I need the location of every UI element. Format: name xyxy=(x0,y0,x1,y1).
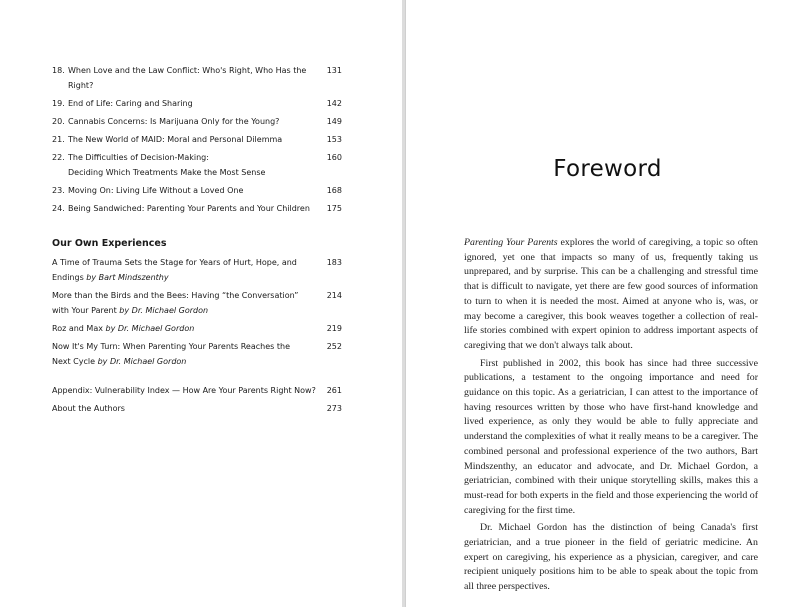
toc-entry-22[interactable] xyxy=(52,150,342,180)
toc-page-number: 214 xyxy=(326,291,342,300)
toc-number: 24. xyxy=(52,204,65,213)
toc-title: When Love and the Law Conflict: Who's Right, Who Has the Right? xyxy=(68,66,307,90)
toc-experience-4[interactable] xyxy=(52,339,342,369)
toc-page-number: 261 xyxy=(326,386,342,395)
toc-entry-23[interactable] xyxy=(52,183,342,198)
toc-page-number: 252 xyxy=(326,342,342,351)
toc-title: The New World of MAID: Moral and Personal Dilemma xyxy=(68,135,283,144)
experience-title: A Time of Trauma Sets the Stage for Years of Hurt, Hope, and Endings xyxy=(52,258,297,282)
toc-entry-24[interactable] xyxy=(52,201,342,216)
toc-page-number: 168 xyxy=(326,186,342,195)
toc-title: Being Sandwiched: Parenting Your Parents and Your Children xyxy=(68,204,310,213)
foreword-body xyxy=(464,236,758,598)
foreword-paragraph-1 xyxy=(464,236,758,354)
toc-about-the-authors[interactable] xyxy=(52,401,342,416)
book-title-italic: Parenting Your Parents xyxy=(464,237,558,248)
toc-page-number: 142 xyxy=(326,99,342,108)
toc-experience-2[interactable] xyxy=(52,288,342,318)
toc-number: 22. xyxy=(52,153,65,162)
toc-appendix[interactable] xyxy=(52,383,342,398)
experience-author: by Dr. Michael Gordon xyxy=(97,357,187,366)
toc-title xyxy=(52,339,320,369)
toc-page-number: 183 xyxy=(326,258,342,267)
table-of-contents xyxy=(52,63,342,416)
toc-page-number: 219 xyxy=(326,324,342,333)
toc-title-line-2: Deciding Which Treatments Make the Most Sense xyxy=(68,168,266,177)
toc-title: About the Authors xyxy=(52,404,125,413)
toc-experience-1[interactable] xyxy=(52,255,342,285)
toc-page-number: 273 xyxy=(326,404,342,413)
toc-number: 20. xyxy=(52,117,65,126)
toc-title xyxy=(68,150,320,180)
toc-number: 21. xyxy=(52,135,65,144)
toc-entry-18[interactable] xyxy=(52,63,342,93)
toc-back-matter xyxy=(52,383,342,416)
toc-title: End of Life: Caring and Sharing xyxy=(68,99,193,108)
toc-title xyxy=(52,288,320,318)
toc-page-number: 131 xyxy=(326,66,342,75)
experience-title: Now It's My Turn: When Parenting Your Parents Reaches the Next Cycle xyxy=(52,342,290,366)
toc-page-number: 149 xyxy=(326,117,342,126)
toc-title: Moving On: Living Life Without a Loved One xyxy=(68,186,244,195)
foreword-title: Foreword xyxy=(553,156,662,182)
toc-title-line-1: The Difficulties of Decision-Making: xyxy=(68,153,209,162)
experience-title: Roz and Max xyxy=(52,324,103,333)
toc-page-number: 160 xyxy=(326,153,342,162)
toc-number: 19. xyxy=(52,99,65,108)
toc-title: Appendix: Vulnerability Index — How Are Your Parents Right Now? xyxy=(52,386,316,395)
toc-number: 23. xyxy=(52,186,65,195)
toc-title: Cannabis Concerns: Is Marijuana Only for the Young? xyxy=(68,117,280,126)
experience-author: by Dr. Michael Gordon xyxy=(105,324,195,333)
experience-author: by Dr. Michael Gordon xyxy=(119,306,209,315)
toc-title xyxy=(52,321,320,336)
toc-page-number: 153 xyxy=(326,135,342,144)
section-heading-our-own-experiences: Our Own Experiences xyxy=(52,238,167,249)
toc-entry-21[interactable] xyxy=(52,132,342,147)
foreword-paragraph-3: Dr. Michael Gordon has the distinction of being Canada's first geriatrician, and a true pioneer in the field of geriatric medicine. An expert on caregiving, his experience as a physician, caregiver, and care recipient uniquely positions him to be able to speak about the topic from all three perspectives. xyxy=(464,522,758,593)
toc-entry-20[interactable] xyxy=(52,114,342,129)
toc-experience-3[interactable] xyxy=(52,321,342,336)
foreword-paragraph-2: First published in 2002, this book has since had three successive publications, a testament to the ongoing importance and need for guidance on this topic. As a geriatrician, I can attest to the importance of having resources written by those who have first-hand knowledge and lived experience, as only they would be able to fully appreciate and understand the complexities of what it really means to be a caregiver. The combined personal and professional experience of the two authors, Bart Mindszenthy, an educator and advocate, and Dr. Michael Gordon, a geriatrician, combined with their unique storytelling skills, makes this a must-read for both experts in the field and those experiencing the world of caregiving for the first time. xyxy=(464,357,758,516)
experience-title: More than the Birds and the Bees: Having “the Conversation” with Your Parent xyxy=(52,291,299,315)
toc-title xyxy=(52,255,320,285)
toc-entry-19[interactable] xyxy=(52,96,342,111)
paragraph-text: explores the world of caregiving, a topic so often ignored, yet one that impacts so many of us, frequently taking us unprepared, and by surprise. This can be a challenging and stressful time that is difficult to navigate, yet there are few good sources of information to turn to when it is needed the most. Aimed at anyone who is, was, or may become a caregiver, this book weaves together a collection of real-life stories combined with expert opinion to address important aspects of caregiving that we don't always talk about. xyxy=(464,237,758,351)
toc-number: 18. xyxy=(52,66,65,75)
experience-author: by Bart Mindszenthy xyxy=(86,273,169,282)
toc-page-number: 175 xyxy=(326,204,342,213)
